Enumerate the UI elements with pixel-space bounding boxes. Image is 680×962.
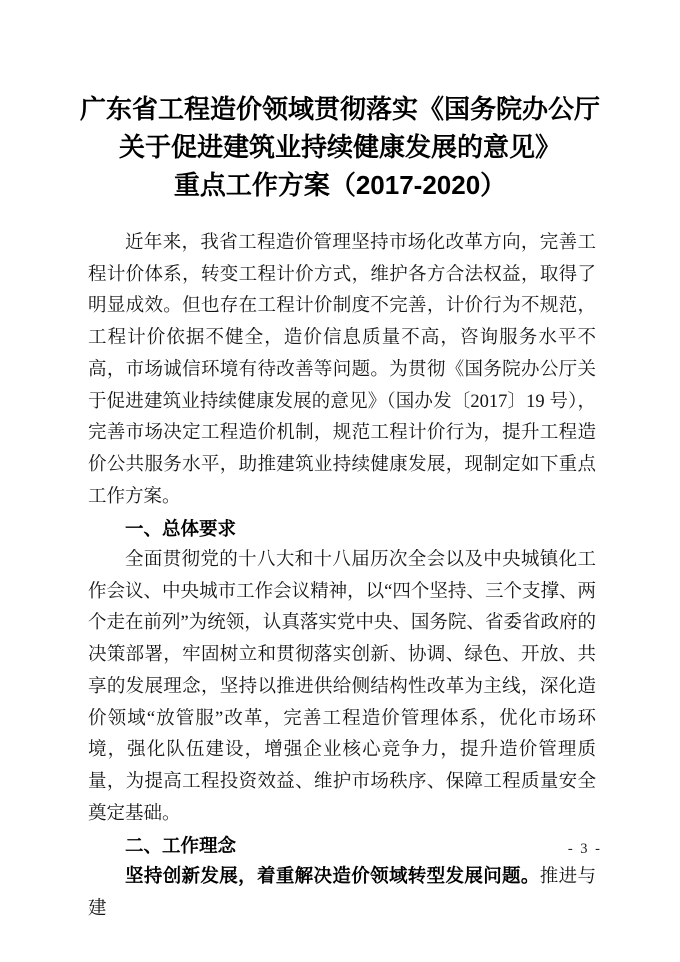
document-title bbox=[40, 90, 640, 204]
paragraph-intro: 近年来，我省工程造价管理坚持市场化改革方向，完善工程计价体系，转变工程计价方式，维护各方合法权益，取得了明显成效。但也存在工程计价制度不完善，计价行为不规范，工程计价依据不健全，造价信息质量不高，咨询服务水平不高，市场诚信环境有待改善等问题。为贯彻《国务院办公厅关于促进建筑业持续健康发展的意见》（国办发〔2017〕19 号），完善市场决定工程造价机制，规范工程计价行为，提升工程造价公共服务水平，助推建筑业持续健康发展，现制定如下重点工作方案。 bbox=[88, 233, 596, 507]
paragraph-section-2 bbox=[88, 862, 596, 925]
title-line-3: 重点工作方案（2017-2020） bbox=[173, 170, 507, 200]
paragraph-section-1: 全面贯彻党的十八大和十八届历次全会以及中央城镇化工作会议、中央城市工作会议精神，以“四个坚持、三个支撑、两个走在前列”为统领，认真落实党中央、国务院、省委省政府的决策部署，牢固树立和贯彻落实创新、协调、绿色、开放、共享的发展理念，坚持以推进供给侧结构性改革为主线，深化造价领域“放管服”改革，完善工程造价管理体系，优化市场环境，强化队伍建设，增强企业核心竞争力，提升造价管理质量，为提高工程投资效益、维护市场秩序、保障工程质量安全奠定基础。 bbox=[88, 550, 596, 824]
section-2-continuation-text: 推进与建 bbox=[88, 867, 596, 919]
section-2-lead-bold-text: 坚持创新发展，着重解决造价领域转型发展问题。 bbox=[125, 867, 540, 888]
title-line-1: 广东省工程造价领域贯彻落实《国务院办公厅 bbox=[79, 94, 600, 124]
section-heading-1: 一、总体要求 bbox=[125, 518, 237, 540]
page-number: - 3 - bbox=[567, 841, 602, 857]
document-body bbox=[88, 228, 596, 925]
title-line-2: 关于促进建筑业持续健康发展的意见》 bbox=[118, 132, 561, 162]
section-heading-2: 二、工作理念 bbox=[125, 835, 237, 857]
